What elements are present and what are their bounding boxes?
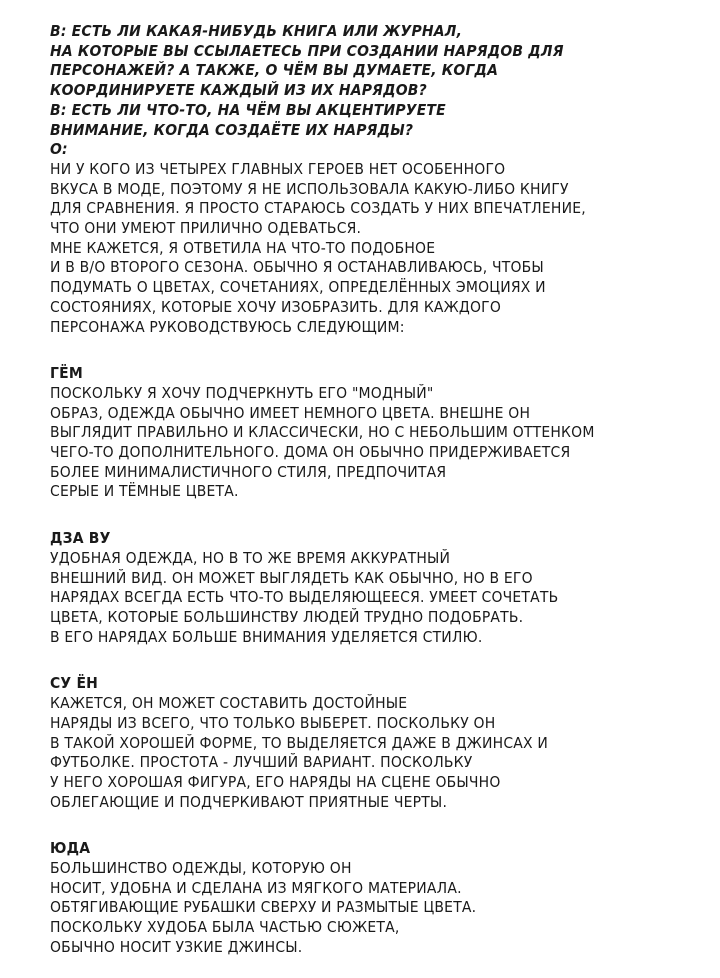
answer-marker: О: <box>50 140 68 159</box>
character-line: УДОБНАЯ ОДЕЖДА, НО В ТО ЖЕ ВРЕМЯ АККУРАТНЫЙ <box>50 548 451 567</box>
character-line: ОБТЯГИВАЮЩИЕ РУБАШКИ СВЕРХУ И РАЗМЫТЫЕ ЦВЕТА. <box>50 898 477 917</box>
character-line: БОЛЬШИНСТВО ОДЕЖДЫ, КОТОРУЮ ОН <box>50 859 352 878</box>
character-line: СЕРЫЕ И ТЁМНЫЕ ЦВЕТА. <box>50 482 239 501</box>
character-line: ВЫГЛЯДИТ ПРАВИЛЬНО И КЛАССИЧЕСКИ, НО С НЕБОЛЬШИМ ОТТЕНКОМ <box>50 423 595 442</box>
character-line: ПОСКОЛЬКУ Я ХОЧУ ПОДЧЕРКНУТЬ ЕГО "МОДНЫЙ" <box>50 383 434 402</box>
question-line: В: ЕСТЬ ЛИ ЧТО-ТО, НА ЧЁМ ВЫ АКЦЕНТИРУЕТЕ <box>50 100 446 119</box>
question-line: ПЕРСОНАЖЕЙ? А ТАКЖЕ, О ЧЁМ ВЫ ДУМАЕТЕ, КОГДА <box>50 61 499 80</box>
character-section-dza-vu <box>50 529 690 647</box>
character-line: КАЖЕТСЯ, ОН МОЖЕТ СОСТАВИТЬ ДОСТОЙНЫЕ <box>50 694 408 713</box>
character-section-yuda <box>50 839 690 957</box>
character-line: ОБЫЧНО НОСИТ УЗКИЕ ДЖИНСЫ. <box>50 937 303 956</box>
question-block <box>50 22 690 160</box>
character-line: БОЛЕЕ МИНИМАЛИСТИЧНОГО СТИЛЯ, ПРЕДПОЧИТАЯ <box>50 462 447 481</box>
answer-line: ПОДУМАТЬ О ЦВЕТАХ, СОЧЕТАНИЯХ, ОПРЕДЕЛЁННЫХ ЭМОЦИЯХ И <box>50 278 546 297</box>
answer-line: ЧТО ОНИ УМЕЮТ ПРИЛИЧНО ОДЕВАТЬСЯ. <box>50 219 362 238</box>
character-line: НАРЯДЫ ИЗ ВСЕГО, ЧТО ТОЛЬКО ВЫБЕРЕТ. ПОСКОЛЬКУ ОН <box>50 713 496 732</box>
character-line: ЦВЕТА, КОТОРЫЕ БОЛЬШИНСТВУ ЛЮДЕЙ ТРУДНО ПОДОБРАТЬ. <box>50 607 524 626</box>
question-line: В: ЕСТЬ ЛИ КАКАЯ-НИБУДЬ КНИГА ИЛИ ЖУРНАЛ, <box>50 22 463 40</box>
character-line: ОБЛЕГАЮЩИЕ И ПОДЧЕРКИВАЮТ ПРИЯТНЫЕ ЧЕРТЫ. <box>50 792 448 811</box>
character-section-gyom <box>50 364 690 502</box>
character-line: НАРЯДАХ ВСЕГДА ЕСТЬ ЧТО-ТО ВЫДЕЛЯЮЩЕЕСЯ. УМЕЕТ СОЧЕТАТЬ <box>50 588 559 607</box>
character-heading: ГЁМ <box>50 364 83 383</box>
character-heading: ДЗА ВУ <box>50 529 111 548</box>
answer-line: НИ У КОГО ИЗ ЧЕТЫРЕХ ГЛАВНЫХ ГЕРОЕВ НЕТ ОСОБЕННОГО <box>50 159 506 178</box>
intro-answer-block <box>50 160 690 337</box>
character-line: НОСИТ, УДОБНА И СДЕЛАНА ИЗ МЯГКОГО МАТЕРИАЛА. <box>50 878 462 897</box>
answer-line: МНЕ КАЖЕТСЯ, Я ОТВЕТИЛА НА ЧТО-ТО ПОДОБНОЕ <box>50 238 436 257</box>
answer-line: СОСТОЯНИЯХ, КОТОРЫЕ ХОЧУ ИЗОБРАЗИТЬ. ДЛЯ КАЖДОГО <box>50 297 502 316</box>
answer-line: ДЛЯ СРАВНЕНИЯ. Я ПРОСТО СТАРАЮСЬ СОЗДАТЬ У НИХ ВПЕЧАТЛЕНИЕ, <box>50 199 586 218</box>
character-line: ВНЕШНИЙ ВИД. ОН МОЖЕТ ВЫГЛЯДЕТЬ КАК ОБЫЧНО, НО В ЕГО <box>50 568 533 587</box>
character-line: ПОСКОЛЬКУ ХУДОБА БЫЛА ЧАСТЬЮ СЮЖЕТА, <box>50 918 400 937</box>
interview-page <box>50 22 690 958</box>
character-line: В ЕГО НАРЯДАХ БОЛЬШЕ ВНИМАНИЯ УДЕЛЯЕТСЯ СТИЛЮ. <box>50 627 483 646</box>
character-heading: СУ ЁН <box>50 674 99 693</box>
answer-line: И В В/О ВТОРОГО СЕЗОНА. ОБЫЧНО Я ОСТАНАВЛИВАЮСЬ, ЧТОБЫ <box>50 258 544 277</box>
answer-line: ПЕРСОНАЖА РУКОВОДСТВУЮСЬ СЛЕДУЮЩИМ: <box>50 317 405 336</box>
character-section-su-yon <box>50 674 690 812</box>
character-line: ФУТБОЛКЕ. ПРОСТОТА - ЛУЧШИЙ ВАРИАНТ. ПОСКОЛЬКУ <box>50 753 473 772</box>
character-line: В ТАКОЙ ХОРОШЕЙ ФОРМЕ, ТО ВЫДЕЛЯЕТСЯ ДАЖЕ В ДЖИНСАХ И <box>50 733 549 752</box>
character-line: ЧЕГО-ТО ДОПОЛНИТЕЛЬНОГО. ДОМА ОН ОБЫЧНО ПРИДЕРЖИВАЕТСЯ <box>50 443 571 462</box>
question-line: ВНИМАНИЕ, КОГДА СОЗДАЁТЕ ИХ НАРЯДЫ? <box>50 120 414 139</box>
question-line: КООРДИНИРУЕТЕ КАЖДЫЙ ИЗ ИХ НАРЯДОВ? <box>50 81 427 100</box>
answer-line: ВКУСА В МОДЕ, ПОЭТОМУ Я НЕ ИСПОЛЬЗОВАЛА КАКУЮ-ЛИБО КНИГУ <box>50 179 569 198</box>
character-line: ОБРАЗ, ОДЕЖДА ОБЫЧНО ИМЕЕТ НЕМНОГО ЦВЕТА. ВНЕШНЕ ОН <box>50 403 531 422</box>
character-heading: ЮДА <box>50 839 91 858</box>
question-line: НА КОТОРЫЕ ВЫ ССЫЛАЕТЕСЬ ПРИ СОЗДАНИИ НАРЯДОВ ДЛЯ <box>50 41 564 60</box>
character-line: У НЕГО ХОРОШАЯ ФИГУРА, ЕГО НАРЯДЫ НА СЦЕНЕ ОБЫЧНО <box>50 772 501 791</box>
